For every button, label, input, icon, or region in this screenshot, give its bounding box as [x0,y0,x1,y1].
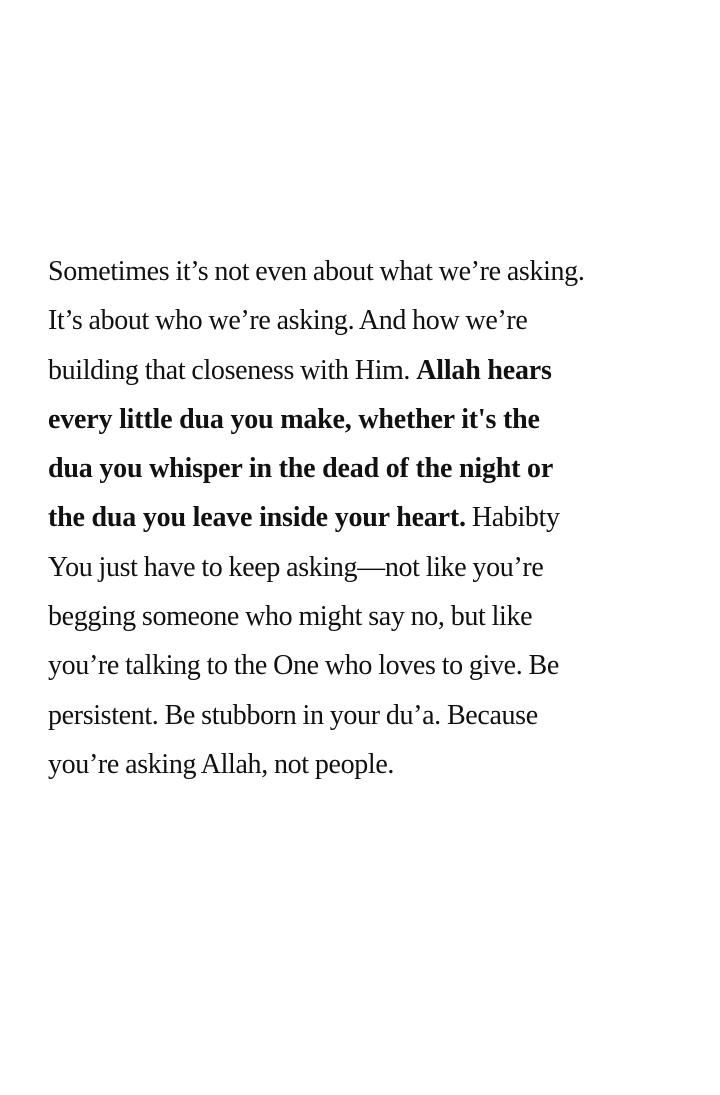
text-run: begging someone who might say no, but like [48,601,533,633]
passage-line [48,395,668,444]
text-run: persistent. Be stubborn in your du’a. Because [48,699,538,731]
passage-line [48,493,668,542]
text-run: Sometimes it’s not even about what we’re asking. [48,256,585,287]
text-run: building that closeness with Him. [48,354,417,386]
bold-text-run: the dua you leave inside your heart. [48,502,466,534]
passage-line [48,592,668,641]
bold-text-run: Allah hears [416,354,552,386]
passage-line [48,444,668,493]
text-run: you’re talking to the One who loves to give. Be [48,650,559,682]
quote-passage [48,247,668,789]
text-run: Habibty [465,502,560,534]
passage-line [48,346,668,395]
text-run: You just have to keep asking—not like you’re [48,551,544,583]
text-run: It’s about who we’re asking. And how we’re [48,305,528,337]
text-run: you’re asking Allah, not people. [48,748,395,780]
bold-text-run: dua you whisper in the dead of the night or [48,453,554,485]
passage-line [48,543,668,592]
passage-line [48,641,668,690]
passage-line [48,691,668,740]
passage-line [48,296,668,345]
passage-line [48,247,668,296]
bold-text-run: every little dua you make, whether it's the [48,403,540,435]
passage-line [48,740,668,789]
